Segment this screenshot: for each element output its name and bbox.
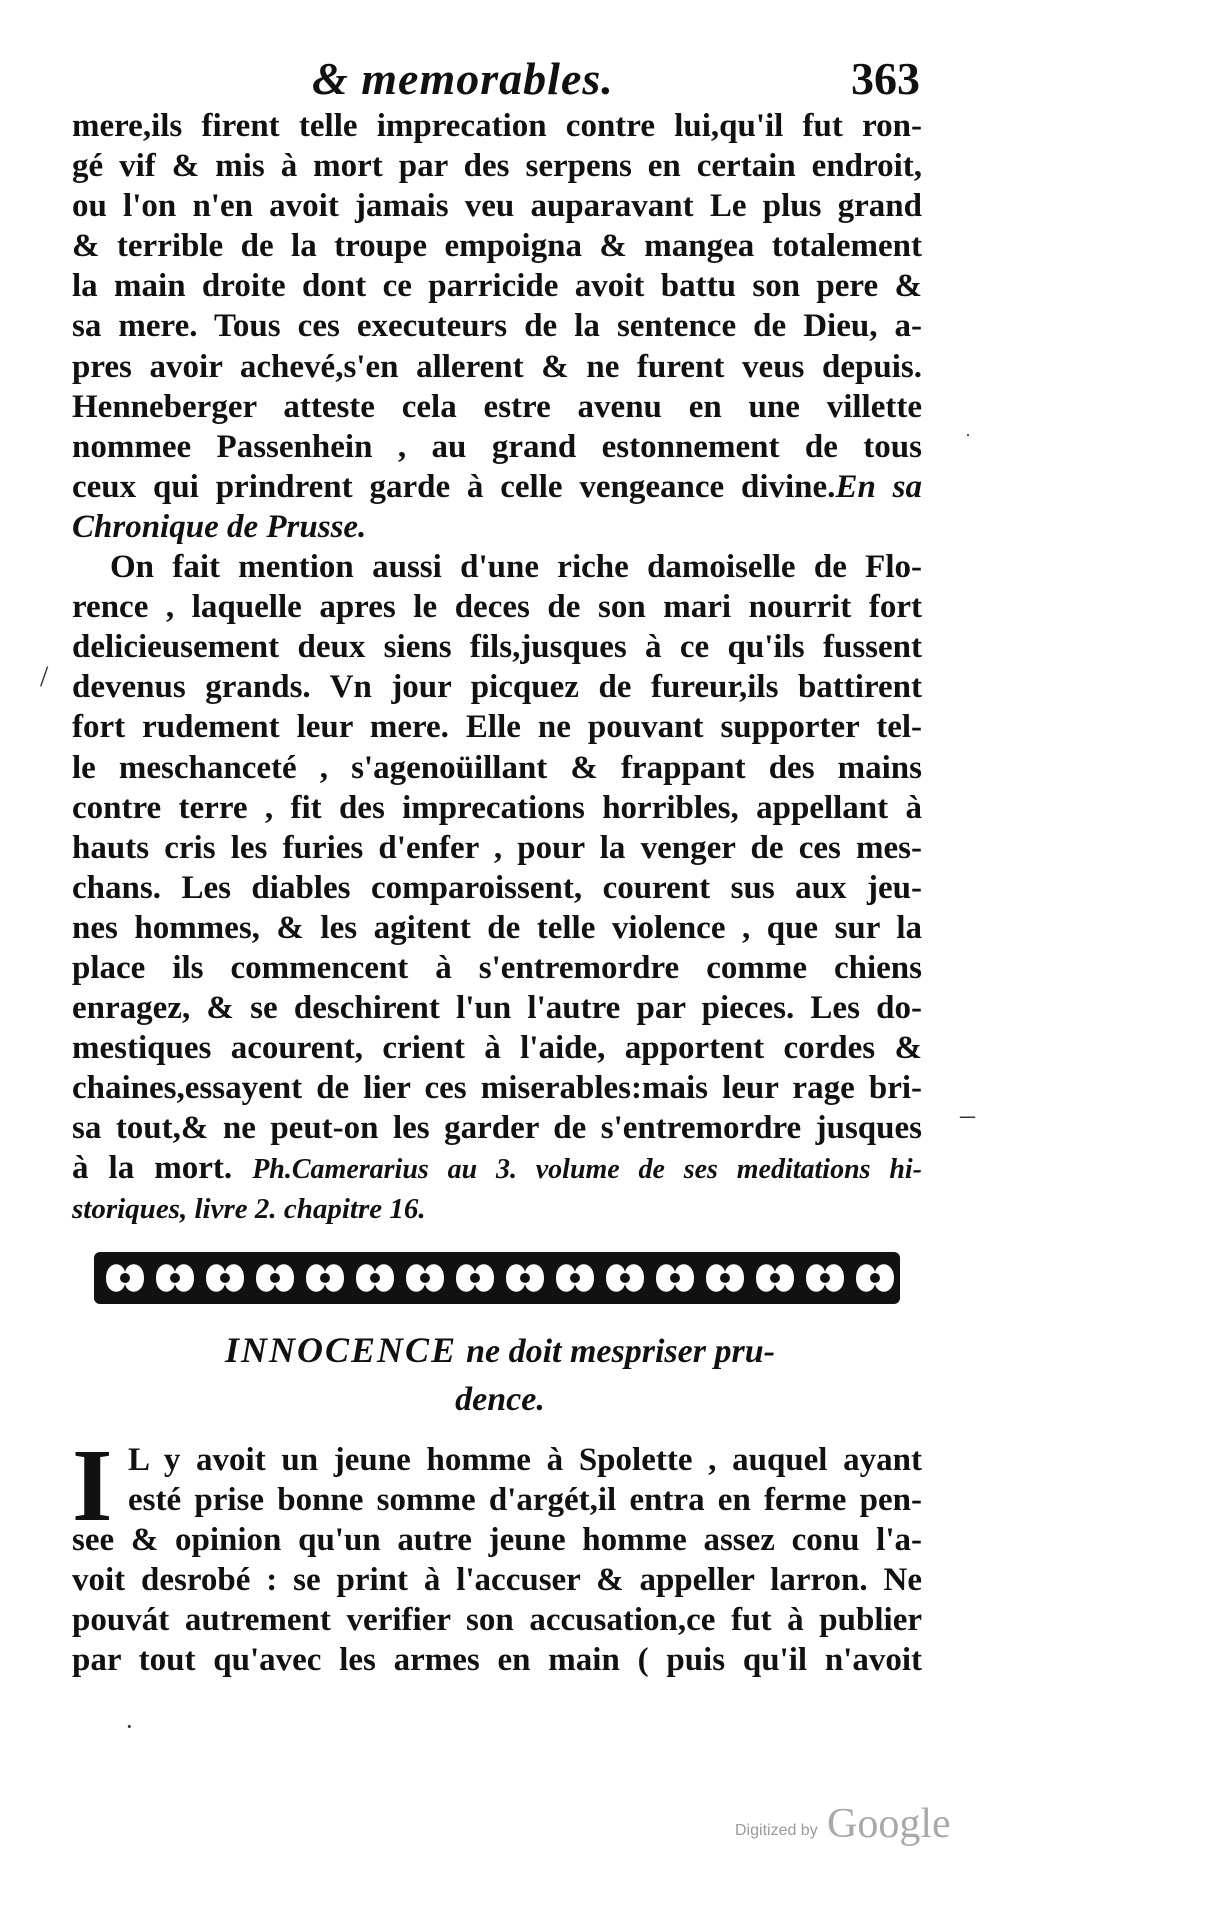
citation-text: En sa	[835, 468, 922, 505]
margin-dash-mark: –	[960, 1098, 975, 1131]
text-line: see & opinion qu'un autre jeune homme assez conu l'a-	[72, 1522, 922, 1559]
text-line: sa mere. Tous ces executeurs de la sentence de Dieu, a-	[72, 308, 922, 345]
text-line: la main droite dont ce parricide avoit battu son pere &	[72, 268, 922, 305]
text-line: mere,ils firent telle imprecation contre lui,qu'il fut ron-	[72, 108, 922, 144]
text-line: & terrible de la troupe empoigna & mangea totalement	[72, 228, 922, 265]
text-line: le meschanceté , s'agenoüillant & frappant des mains	[72, 749, 922, 786]
ornament-dot	[470, 1273, 480, 1283]
title-rest: ne doit mespriser pru-	[466, 1333, 775, 1370]
text-line: hauts cris les furies d'enfer , pour la venger de ces mes-	[72, 829, 922, 866]
text-line: nes hommes, & les agitent de telle violence , que sur la	[72, 909, 922, 946]
ornament-dot	[770, 1273, 780, 1283]
text-line: delicieusement deux siens fils,jusques à ce qu'ils fussent	[72, 629, 922, 666]
text-line: chans. Les diables comparoissent, courent sus aux jeu-	[72, 869, 922, 906]
title-line-2: dence.	[455, 1381, 545, 1418]
text-line: L y avoit un jeune homme à Spolette , auquel ayant	[128, 1442, 922, 1478]
google-logo: Google	[827, 1801, 951, 1847]
text-line: pres avoir achevé,s'en allerent & ne furent veus depuis.	[72, 348, 922, 385]
ornament-dot	[670, 1273, 680, 1283]
text-line: place ils commencent à s'entremordre comme chiens	[72, 949, 922, 986]
text-segment: à la mort.	[72, 1150, 233, 1187]
ornamental-band	[94, 1248, 900, 1308]
running-title: & memorables.	[312, 53, 614, 104]
body-text	[72, 106, 922, 1229]
citation-text: Ph.Camerarius au 3. volume de ses meditations hi-	[252, 1154, 923, 1186]
ornament-dot	[820, 1273, 830, 1283]
paragraph-first-line: On fait mention aussi d'une riche damoiselle de Flo-	[110, 549, 922, 586]
ornament-dot	[520, 1273, 530, 1283]
text-line: voit desrobé : se print à l'accuser & appeller larron. Ne	[72, 1562, 922, 1599]
text-line: nommee Passenhein , au grand estonnement de tous	[72, 428, 922, 465]
text-line: rence , laquelle apres le deces de son mari nourrit fort	[72, 589, 922, 626]
running-head	[300, 52, 920, 110]
section-text	[72, 1428, 922, 1681]
ornament-dot	[420, 1273, 430, 1283]
text-line: ou l'on n'en avoit jamais veu auparavant Le plus grand	[72, 188, 922, 225]
margin-dot-mark: ·	[965, 425, 971, 445]
section-title	[150, 1325, 850, 1425]
watermark-small-text: Digitized by	[735, 1822, 818, 1839]
ornament-dot	[170, 1273, 180, 1283]
text-line: contre terre , fit des imprecations horribles, appellant à	[72, 789, 922, 826]
ornament-dot	[220, 1273, 230, 1283]
text-line: devenus grands. Vn jour picquez de fureur,ils battirent	[72, 669, 922, 706]
text-line: gé vif & mis à mort par des serpens en certain endroit,	[72, 148, 922, 185]
text-line: sa tout,& ne peut-on les garder de s'entremordre jusques	[72, 1110, 922, 1147]
ornament-dot	[370, 1273, 380, 1283]
title-line-1	[150, 1325, 850, 1375]
ornament-dot	[120, 1273, 130, 1283]
ornament-dot	[320, 1273, 330, 1283]
ornament-dot	[620, 1273, 630, 1283]
margin-dot-mark: ·	[125, 1712, 134, 1741]
text-line: fort rudement leur mere. Elle ne pouvant supporter tel-	[72, 709, 922, 746]
digitized-watermark	[735, 1800, 975, 1850]
text-line-with-citation	[72, 467, 922, 507]
text-line: pouvát autrement verifier son accusation,ce fut à publier	[72, 1602, 922, 1639]
text-line: mestiques acourent, crient à l'aide, apportent cordes &	[72, 1030, 922, 1067]
page-number: 363	[851, 53, 920, 104]
ornament-dot	[270, 1273, 280, 1283]
ornament-dot	[870, 1273, 880, 1283]
text-line: enragez, & se deschirent l'un l'autre par pieces. Les do-	[72, 990, 922, 1027]
citation-line: Chronique de Prusse.	[72, 508, 367, 545]
citation-line: storiques, livre 2. chapitre 16.	[72, 1192, 426, 1225]
text-segment: ceux qui prindrent garde à celle vengeance divine.	[72, 468, 836, 505]
ornament-dot	[570, 1273, 580, 1283]
text-line-with-citation	[72, 1148, 922, 1188]
text-line: chaines,essayent de lier ces miserables:mais leur rage bri-	[72, 1070, 922, 1107]
drop-cap: I	[72, 1428, 113, 1543]
margin-slash-mark: /	[40, 660, 49, 693]
ornament-dot	[720, 1273, 730, 1283]
text-line: esté prise bonne somme d'argét,il entra en ferme pen-	[128, 1482, 922, 1519]
title-caps: INNOCENCE	[225, 1330, 458, 1370]
text-line: par tout qu'avec les armes en main ( puis qu'il n'avoit	[72, 1642, 922, 1679]
text-line: Henneberger atteste cela estre avenu en une villette	[72, 388, 922, 425]
